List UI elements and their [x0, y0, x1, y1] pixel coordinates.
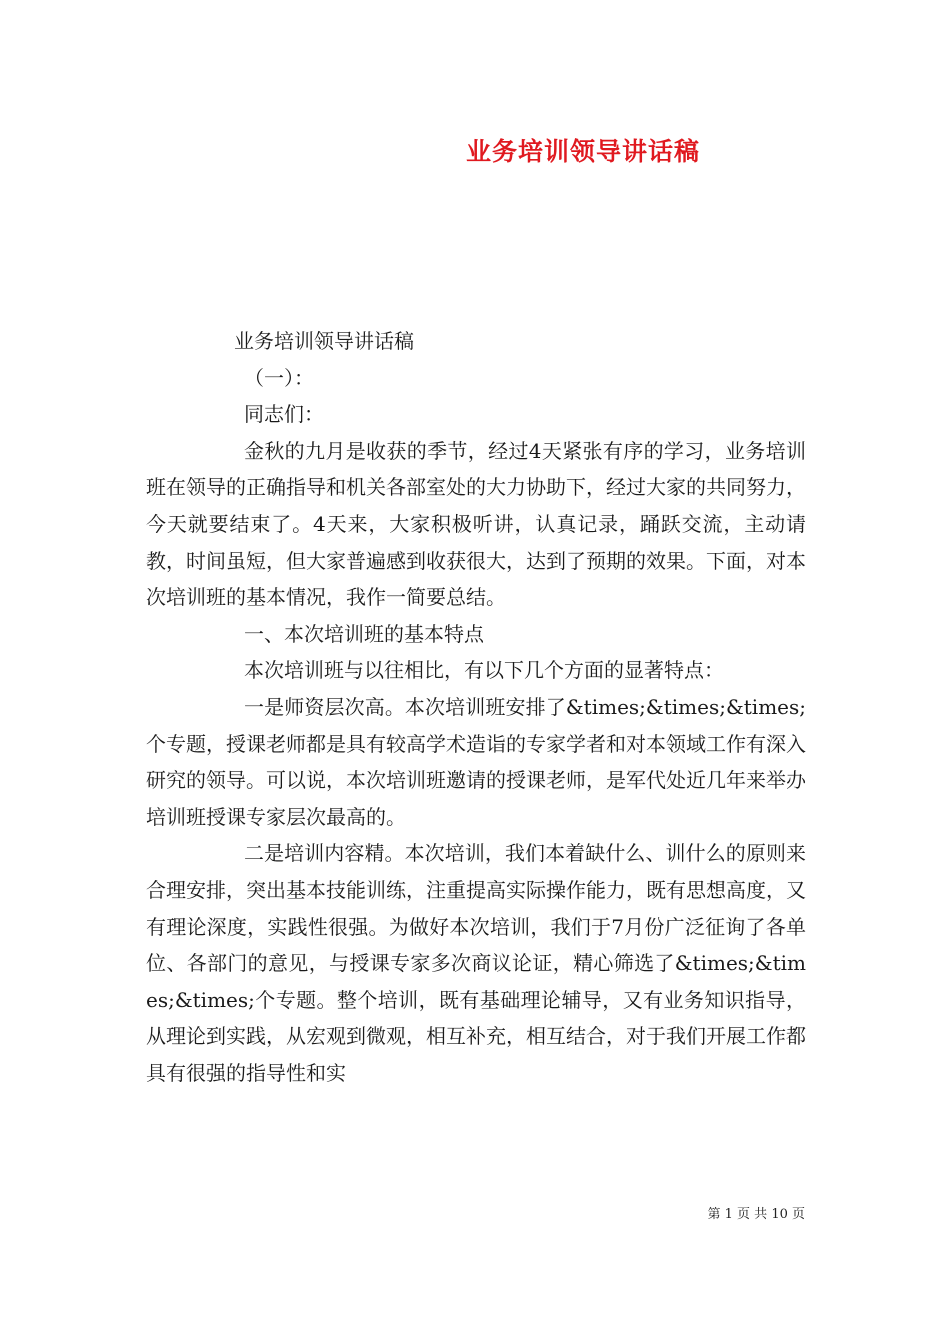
section-heading: 一、本次培训班的基本特点	[244, 621, 484, 646]
paragraph-feature-two: 二是培训内容精。本次培训，我们本着缺什么、训什么的原则来合理安排，突出基本技能训练，注重提高实际操作能力，既有思想高度，又有理论深度，实践性很强。为做好本次培训，我们于7月份广泛征询了各单位、各部门的意见，与授课专家多次商议论证，精心筛选了&times;&times;&times;个专题。整个培训，既有基础理论辅导，又有业务知识指导，从理论到实践，从宏观到微观，相互补充，相互结合，对于我们开展工作都具有很强的指导性和实	[146, 841, 806, 1085]
salutation: 同志们：	[244, 402, 324, 427]
paragraph-features-intro: 本次培训班与以往相比，有以下几个方面的显著特点：	[244, 658, 724, 683]
section-number: （一）：	[244, 365, 314, 390]
speech-heading: 业务培训领导讲话稿	[234, 329, 414, 353]
paragraph-feature-one: 一是师资层次高。本次培训班安排了&times;&times;&times;个专题，授课老师都是具有较高学术造诣的专家学者和对本领域工作有深入研究的领导。可以说，本次培训班邀请的授课老师，是军代处近几年来举办培训班授课专家层次最高的。	[146, 694, 806, 829]
document-title: 业务培训领导讲话稿	[465, 137, 700, 166]
document-body	[146, 323, 806, 1091]
page-number: 第 1 页 共 10 页	[707, 1207, 805, 1222]
paragraph-intro: 金秋的九月是收获的季节，经过4天紧张有序的学习，业务培训班在领导的正确指导和机关各部室处的大力协助下，经过大家的共同努力，今天就要结束了。4天来，大家积极听讲，认真记录，踊跃交流，主动请教，时间虽短，但大家普遍感到收获很大，达到了预期的效果。下面，对本次培训班的基本情况，我作一简要总结。	[146, 438, 806, 610]
